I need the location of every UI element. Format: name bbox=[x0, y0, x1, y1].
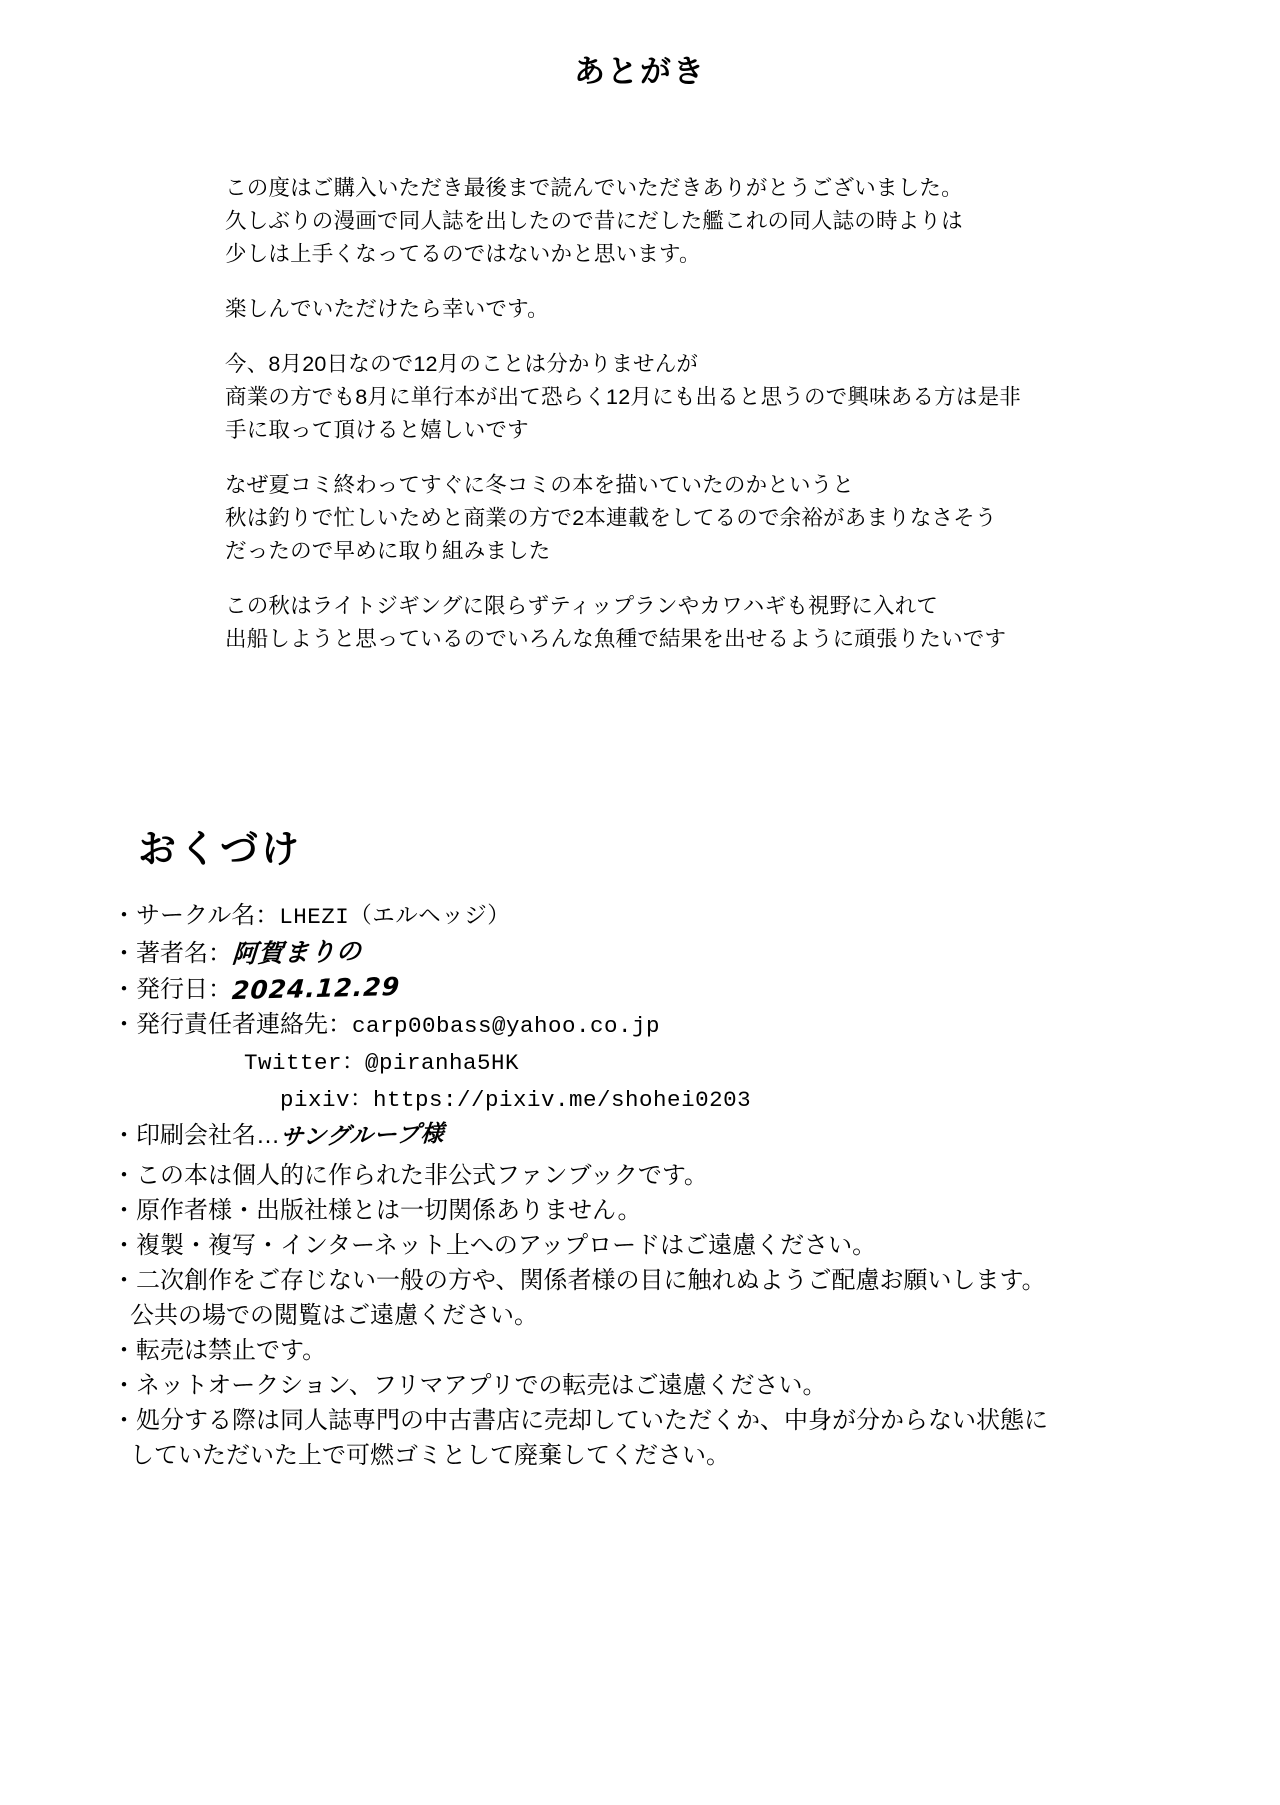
colophon-date-label: ・発行日： bbox=[112, 976, 232, 1003]
colophon-notices bbox=[112, 1158, 1112, 1473]
afterword-paragraph: この秋はライトジギングに限らずティップランやカワハギも視野に入れて 出船しようと思っているのでいろんな魚種で結果を出せるように頑張りたいです bbox=[225, 594, 1007, 651]
afterword-paragraph: この度はご購入いただき最後まで読んでいただきありがとうございました。 久しぶりの漫画で同人誌を出したので昔にだした艦これの同人誌の時よりは 少しは上手くなってるのではないかと思います。 bbox=[225, 176, 963, 266]
colophon-twitter-row bbox=[112, 1044, 1112, 1081]
colophon-pixiv-value[interactable]: https://pixiv.me/shohei0203 bbox=[373, 1087, 752, 1113]
colophon-block bbox=[112, 898, 1112, 1473]
colophon-notice: ・この本は個人的に作られた非公式ファンブックです。 bbox=[112, 1162, 708, 1189]
colophon-notice: ・転売は禁止です。 bbox=[112, 1337, 327, 1364]
colophon-contact-value: carp00bass@yahoo.co.jp bbox=[352, 1013, 661, 1039]
colophon-notice: していただいた上で可燃ゴミとして廃棄してください。 bbox=[130, 1442, 730, 1469]
afterword-paragraph: 今、8月20日なので12月のことは分かりませんが 商業の方でも8月に単行本が出て恐らく12月にも出ると思うので興味ある方は是非 手に取って頂けると嬉しいです bbox=[225, 352, 1021, 442]
colophon-contact-row bbox=[112, 1007, 1112, 1044]
afterword-title: あとがき bbox=[574, 54, 706, 89]
colophon-notice: ・二次創作をご存じない一般の方や、関係者様の目に触れぬようご配慮お願いします。 bbox=[112, 1267, 1046, 1294]
afterword-body bbox=[225, 172, 1085, 656]
colophon-notice: 公共の場での閲覧はご遠慮ください。 bbox=[130, 1302, 538, 1329]
colophon-date-row bbox=[112, 971, 1112, 1007]
colophon-author-label: ・著者名： bbox=[112, 940, 232, 967]
colophon-date-value: 2024.12.29 bbox=[231, 971, 402, 1006]
colophon-author-row bbox=[112, 935, 1112, 971]
colophon-contact-label: ・発行責任者連絡先： bbox=[112, 1011, 352, 1038]
colophon-pixiv-row bbox=[112, 1081, 1112, 1118]
colophon-printer-value: サングループ様 bbox=[279, 1120, 446, 1152]
colophon-circle-row bbox=[112, 898, 1112, 935]
colophon-notice: ・原作者様・出版社様とは一切関係ありません。 bbox=[112, 1197, 642, 1224]
colophon-notice: ・処分する際は同人誌専門の中古書店に売却していただくか、中身が分からない状態に bbox=[112, 1407, 1048, 1434]
colophon-notice: ・複製・複写・インターネット上へのアップロードはご遠慮ください。 bbox=[112, 1232, 877, 1259]
colophon-printer-row bbox=[112, 1118, 1112, 1154]
colophon-title: おくづけ bbox=[138, 829, 303, 871]
colophon-twitter-value[interactable]: @piranha5HK bbox=[365, 1050, 520, 1076]
colophon-circle-value: LHEZI（エルヘッジ） bbox=[279, 904, 511, 930]
colophon-author-value: 阿賀まりの bbox=[231, 936, 363, 969]
colophon-circle-label: ・サークル名： bbox=[112, 902, 280, 929]
afterword-paragraph: なぜ夏コミ終わってすぐに冬コミの本を描いていたのかというと 秋は釣りで忙しいためと商業の方で2本連載をしてるので余裕があまりなさそう だったので早めに取り組みました bbox=[225, 473, 997, 563]
colophon-printer-label: ・印刷会社名… bbox=[112, 1122, 280, 1149]
colophon-pixiv-label: pixiv： bbox=[280, 1087, 374, 1113]
afterword-paragraph: 楽しんでいただけたら幸いです。 bbox=[225, 297, 549, 321]
colophon-twitter-label: Twitter： bbox=[244, 1050, 366, 1076]
colophon-notice: ・ネットオークション、フリマアプリでの転売はご遠慮ください。 bbox=[112, 1372, 827, 1399]
